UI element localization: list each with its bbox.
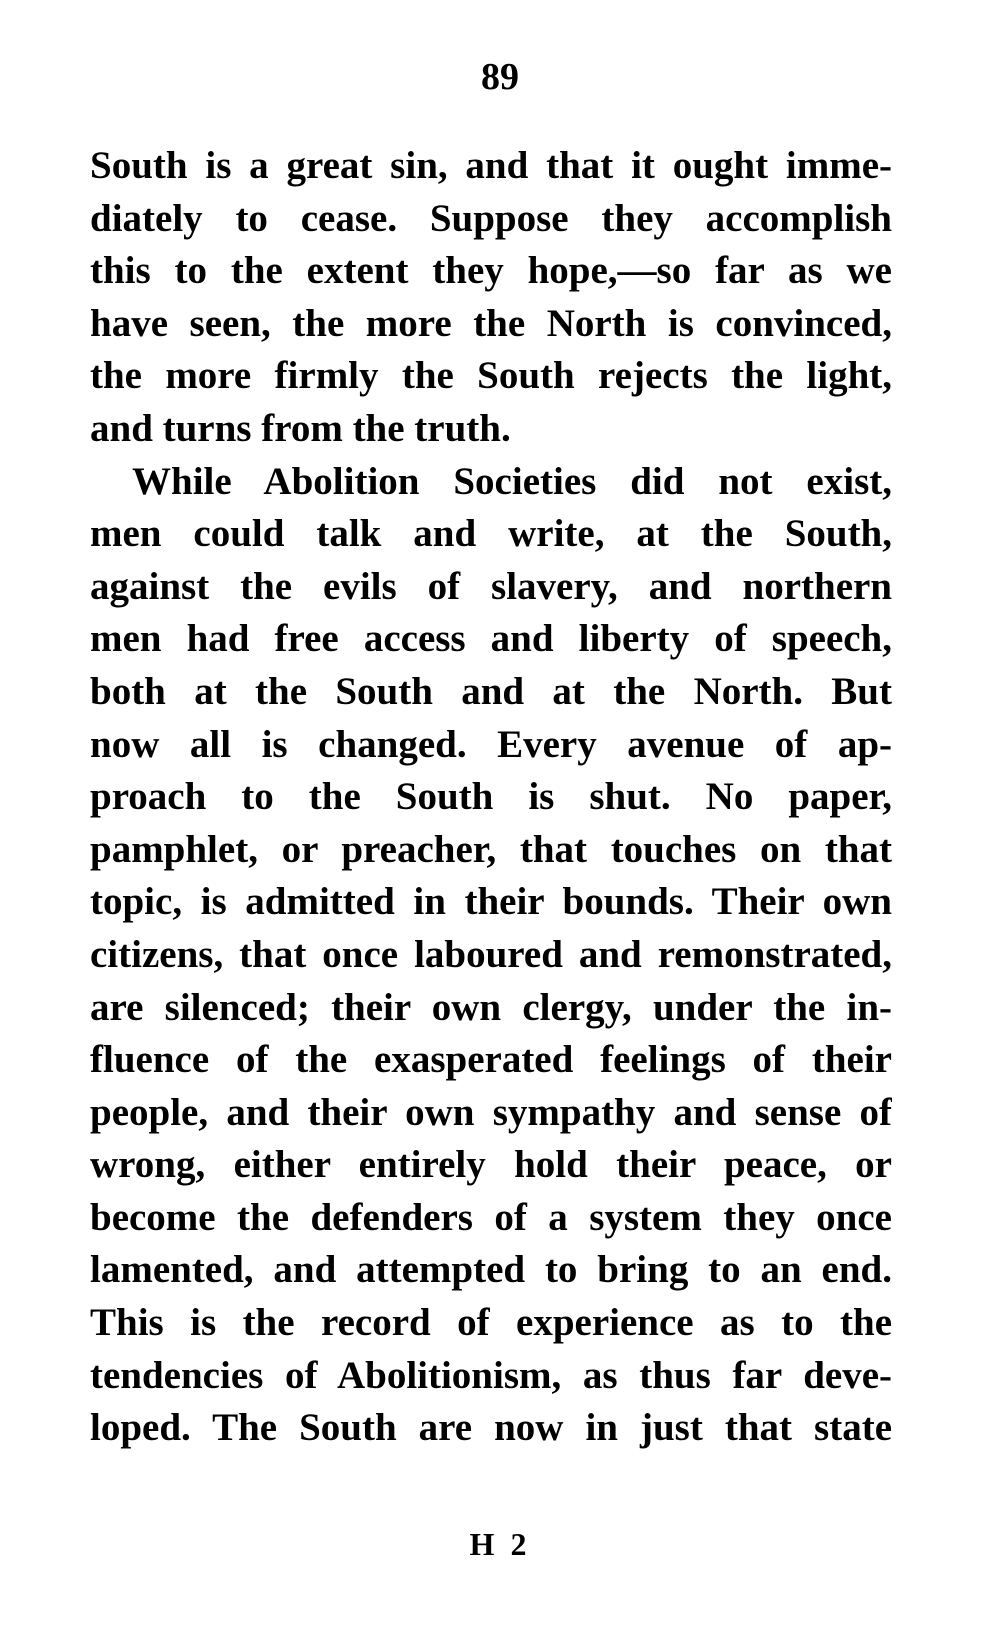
text-line: While Abolition Societies did not exist, bbox=[132, 459, 892, 503]
text-line: and turns from the truth. bbox=[90, 406, 511, 450]
text-line: now all is changed. Every avenue of ap- bbox=[90, 722, 892, 766]
text-line: South is a great sin, and that it ought imme- bbox=[90, 144, 892, 187]
text-line: pamphlet, or preacher, that touches on that bbox=[90, 827, 892, 871]
text-line: people, and their own sympathy and sense of bbox=[90, 1090, 892, 1134]
text-line: have seen, the more the North is convinced, bbox=[90, 301, 892, 345]
text-line: men could talk and write, at the South, bbox=[90, 512, 892, 556]
paragraph bbox=[90, 456, 892, 1455]
paragraph bbox=[90, 140, 892, 456]
text-line: are silenced; their own clergy, under the in- bbox=[90, 985, 892, 1029]
text-line: against the evils of slavery, and northern bbox=[90, 564, 892, 608]
text-line: diately to cease. Suppose they accomplish bbox=[90, 196, 892, 240]
text-line: become the defenders of a system they once bbox=[90, 1195, 892, 1239]
text-line: lamented, and attempted to bring to an end. bbox=[90, 1248, 892, 1292]
text-line: This is the record of experience as to the bbox=[90, 1301, 892, 1345]
page-number: 89 bbox=[481, 56, 519, 98]
text-line: the more firmly the South rejects the light, bbox=[90, 354, 892, 398]
text-line: tendencies of Abolitionism, as thus far deve- bbox=[90, 1353, 892, 1397]
text-line: wrong, either entirely hold their peace, or bbox=[90, 1143, 892, 1187]
text-line: fluence of the exasperated feelings of their bbox=[90, 1038, 892, 1082]
text-line: proach to the South is shut. No paper, bbox=[90, 775, 892, 819]
text-line: both at the South and at the North. But bbox=[90, 669, 892, 713]
text-line: citizens, that once laboured and remonstrated, bbox=[90, 932, 892, 976]
text-line: topic, is admitted in their bounds. Their own bbox=[90, 880, 892, 924]
text-line: loped. The South are now in just that state bbox=[90, 1406, 892, 1450]
signature-mark: H 2 bbox=[469, 1526, 531, 1562]
body-text bbox=[90, 140, 892, 1455]
text-line: men had free access and liberty of speech, bbox=[90, 617, 892, 661]
text-line: this to the extent they hope,—so far as we bbox=[90, 249, 892, 293]
